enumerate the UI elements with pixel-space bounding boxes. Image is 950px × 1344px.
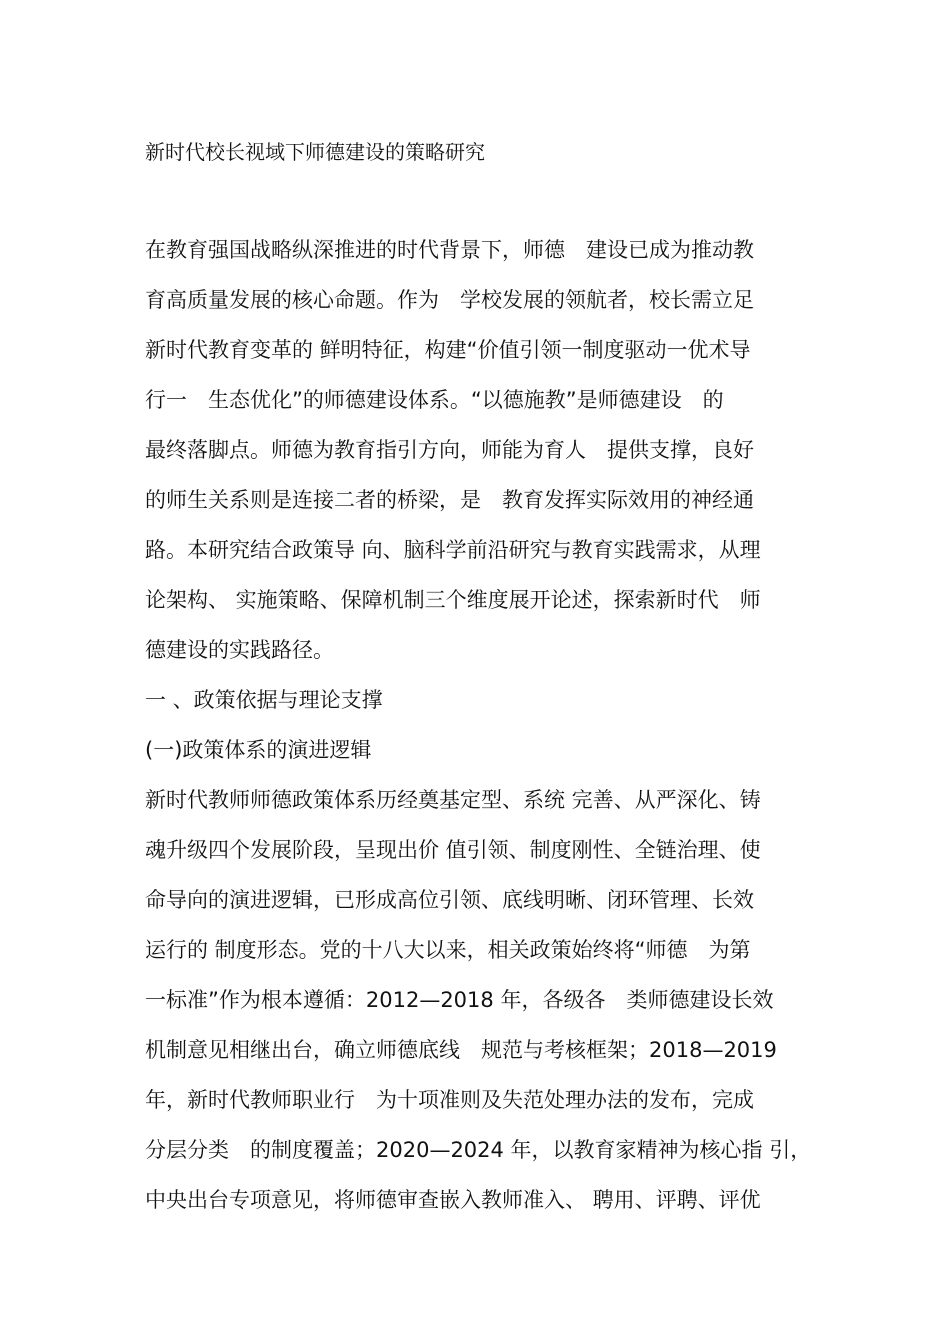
body-line: 德建设的实践路径。 [145, 638, 334, 662]
body-line: 路。本研究结合政策导 向、脑科学前沿研究与教育实践需求，从理 [145, 538, 761, 562]
subsection-heading: (一)政策体系的演进逻辑 [145, 738, 372, 762]
document-title: 新时代校长视域下师德建设的策略研究 [145, 140, 485, 164]
body-line: 行一 生态优化”的师德建设体系。“以德施教”是师德建设 的 [145, 388, 724, 412]
body-line: 魂升级四个发展阶段，呈现出价 值引领、制度刚性、全链治理、使 [145, 838, 761, 862]
body-line: 命导向的演进逻辑，已形成高位引领、底线明晰、闭环管理、长效 [145, 888, 754, 912]
body-line: 运行的 制度形态。党的十八大以来，相关政策始终将“师德 为第 [145, 938, 751, 962]
body-line: 机制意见相继出台，确立师德底线 规范与考核框架；2018—2019 [145, 1038, 777, 1062]
body-line: 育高质量发展的核心命题。作为 学校发展的领航者，校长需立足 [145, 288, 754, 312]
document-body [145, 232, 835, 1232]
body-line: 的师生关系则是连接二者的桥梁，是 教育发挥实际效用的神经通 [145, 488, 754, 512]
body-line: 论架构、 实施策略、保障机制三个维度展开论述，探索新时代 师 [145, 588, 761, 612]
body-line: 新时代教师师德政策体系历经奠基定型、系统 完善、从严深化、铸 [145, 788, 761, 812]
body-line: 分层分类 的制度覆盖；2020—2024 年，以教育家精神为核心指 引， [145, 1138, 812, 1162]
body-line: 一标准”作为根本遵循：2012—2018 年，各级各 类师德建设长效 [145, 988, 774, 1012]
body-line: 在教育强国战略纵深推进的时代背景下，师德 建设已成为推动教 [145, 238, 754, 262]
body-line: 新时代教育变革的 鲜明特征，构建“价值引领一制度驱动一优术导 [145, 338, 751, 362]
body-line: 最终落脚点。师德为教育指引方向，师能为育人 提供支撑，良好 [145, 438, 754, 462]
section-heading: 一 、政策依据与理论支撑 [145, 688, 383, 712]
body-line: 年，新时代教师职业行 为十项准则及失范处理办法的发布，完成 [145, 1088, 754, 1112]
body-line: 中央出台专项意见，将师德审查嵌入教师准入、 聘用、评聘、评优 [145, 1188, 761, 1212]
